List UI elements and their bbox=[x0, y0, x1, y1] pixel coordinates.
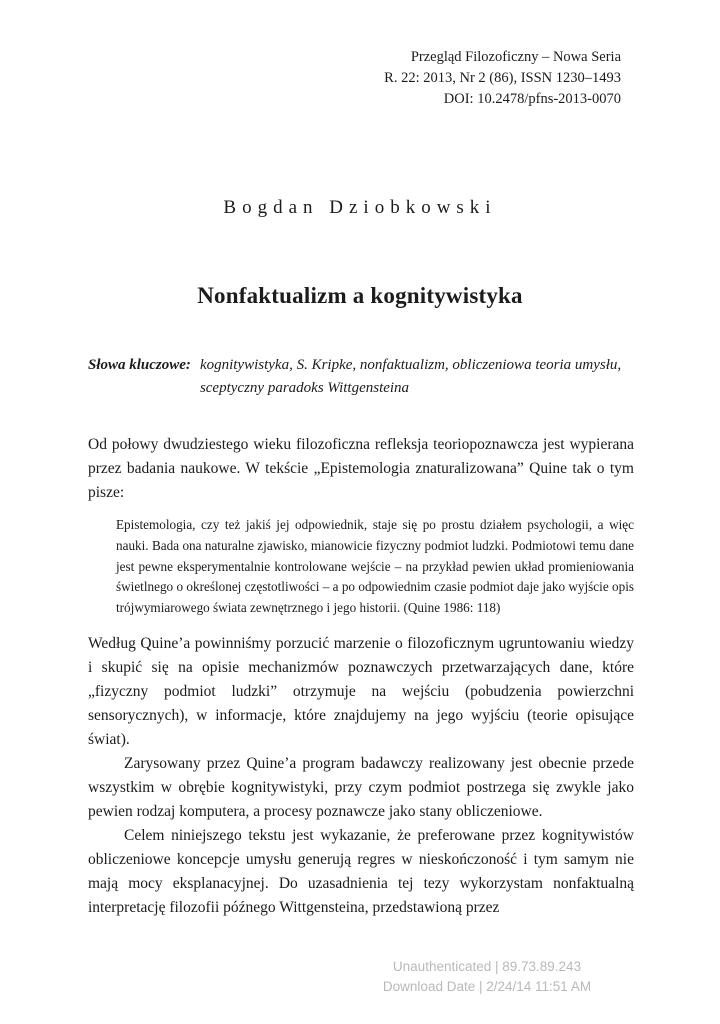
journal-header bbox=[384, 47, 621, 110]
paragraph-2: Według Quine’a powinniśmy porzucić marzenie o filozoficznym ugruntowaniu wiedzy i skupić się na opisie mechanizmów poznawczych przetwarzających dane, które „fizyczny podmiot ludzki” otrzymuje na wejściu (pobudzenia powierzchni sensorycznych), w informacje, które znajdujemy na jego wyjściu (teorie opisujące świat). bbox=[88, 634, 634, 748]
keywords-block bbox=[88, 354, 636, 400]
block-quote: Epistemologia, czy też jakiś jej odpowiednik, staje się po prostu działem psychologii, a więc nauki. Bada ona naturalne zjawisko, mianowicie fizyczny podmiot ludzki. Podmiotowi temu dane jest pewne eksperymentalnie kontrolowane wejście – na przykład pewien układ promieniowania świetlnego o określonej częstotliwości – a po odpowiednim czasie podmiot daje jako wyjście opis trójwymiarowego świata zewnętrznego i jego historii. (Quine 1986: 118) bbox=[116, 517, 634, 616]
watermark-authentication: Unauthenticated | 89.73.89.243 bbox=[392, 959, 582, 974]
download-watermark bbox=[254, 957, 720, 997]
journal-name: Przegląd Filozoficzny – Nowa Seria bbox=[410, 49, 621, 65]
keywords-label: Słowa kluczowe: bbox=[88, 357, 191, 373]
author-name: Bogdan Dziobkowski bbox=[223, 197, 497, 218]
paragraph-3: Zarysowany przez Quine’a program badawczy realizowany jest obecnie przede wszystkim w obrębie kognitywistyki, przy czym podmiot postrzega się zwykle jako pewien rodzaj komputera, a procesy poznawcze jako stany obliczeniowe. bbox=[88, 754, 634, 820]
journal-doi: DOI: 10.2478/pfns-2013-0070 bbox=[443, 91, 621, 107]
paper-title: Nonfaktualizm a kognitywistyka bbox=[197, 283, 523, 308]
article-body bbox=[88, 433, 634, 920]
paragraph-intro: Od połowy dwudziestego wieku filozoficzna refleksja teoriopoznawcza jest wypierana przez badania naukowe. W tekście „Epistemologia znaturalizowana” Quine tak o tym pisze: bbox=[88, 436, 634, 501]
keywords-text: kognitywistyka, S. Kripke, nonfaktualizm, obliczeniowa teoria umysłu, sceptyczny paradoks Wittgensteina bbox=[199, 357, 622, 396]
journal-issue-info: R. 22: 2013, Nr 2 (86), ISSN 1230–1493 bbox=[384, 70, 621, 86]
paragraph-4: Celem niniejszego tekstu jest wykazanie, że preferowane przez kognitywistów obliczeniowe koncepcje umysłu generują regres w nieskończoność i tym samym nie mają mocy eksplanacyjnej. Do uzasadnienia tej tezy wykorzystam nonfaktualną interpretację filozofii późnego Wittgensteina, przedstawioną przez bbox=[88, 826, 634, 916]
watermark-download-date: Download Date | 2/24/14 11:51 AM bbox=[382, 979, 592, 994]
